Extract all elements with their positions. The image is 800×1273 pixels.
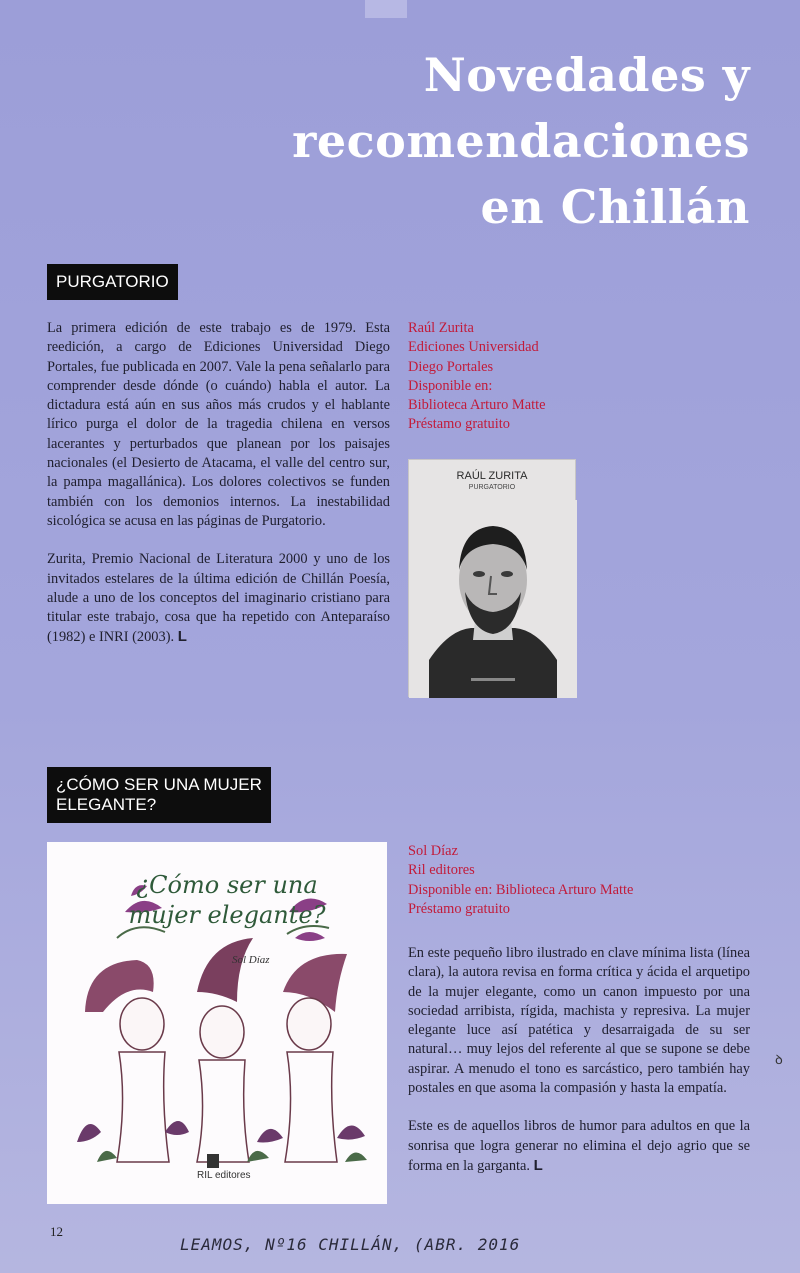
review-paragraph xyxy=(47,550,390,647)
top-tab-decoration xyxy=(365,0,407,18)
credit-line: Diego Portales xyxy=(408,358,494,375)
cover-title: ¿Cómo ser una mujer elegante? xyxy=(128,871,326,929)
credit-line: Raúl Zurita xyxy=(408,320,474,336)
credit-line: Préstamo gratuito xyxy=(408,416,510,433)
review-paragraph: La primera edición de este trabajo es de 1979. Esta reedición, a cargo de Ediciones Universidad Diego Portales, fue publicada en 2007. Vale la pena señalarlo para comprender desde dónde (o cuándo) habla el autor. La dictadura está aún en sus años más crudos y el hablante lírico purga el dolor de la tragedia chilena en versos lacerantes y perturbados que planean por los paisajes nacionales (el Desierto de Atacama, el valle del centro sur, la pampa magallánica). Los dolores colectivos se funden también con los demonios internos. La inestabilidad sicológica se acusa en las páginas de Purgatorio. xyxy=(47,320,390,529)
credit-line: Sol Díaz xyxy=(408,843,458,859)
cover-title: PURGATORIO xyxy=(468,484,516,491)
review-text-purgatorio xyxy=(47,319,390,648)
book-cover-mujer-elegante xyxy=(47,842,387,1204)
review-paragraph xyxy=(408,1117,750,1176)
book-cover-purgatorio xyxy=(408,459,576,697)
section-label-mujer-elegante: ¿CÓMO SER UNA MUJER ELEGANTE? xyxy=(47,767,271,823)
page-title-line2: en Chillán xyxy=(480,180,750,234)
book-credits-mujer-elegante xyxy=(408,842,633,919)
cover-signature: Sol Díaz xyxy=(232,954,270,966)
author-portrait-image xyxy=(409,500,577,698)
page-title-line1: Novedades y recomendaciones xyxy=(292,48,750,168)
review-paragraph: En este pequeño libro ilustrado en clave mínima lista (línea clara), la autora revisa en forma crítica y ácida el arquetipo de la mujer elegante, como un canon impuesto por una sociedad arribista, rígida, machista y represiva. La mujer elegante luce así patética y desarraigada de su ser natural… muy lejos del referente al que se supone se debe aspirar. A menudo el tono es sarcástico, pero también hay postales en que asoma la compasión y hasta la empatía. xyxy=(408,945,750,1097)
credit-line: Ediciones Universidad xyxy=(408,339,539,356)
credit-line: Disponible en: Biblioteca Arturo Matte xyxy=(408,881,634,898)
review-paragraph-text: Este es de aquellos libros de humor para adultos en que la sonrisa que logra generar no elimina el dejo agrio que se forma en la garganta. xyxy=(408,1118,750,1174)
credit-line: Disponible en: xyxy=(408,377,493,394)
review-text-mujer-elegante xyxy=(408,944,750,1176)
margin-mark: ꝺ xyxy=(775,1052,783,1067)
credit-line: Préstamo gratuito xyxy=(408,900,510,917)
page-title xyxy=(30,42,750,240)
page-number: 12 xyxy=(50,1224,63,1239)
end-mark: L xyxy=(177,628,187,646)
cover-publisher: RIL editores xyxy=(197,1170,251,1181)
end-mark: L xyxy=(533,1156,543,1174)
handwritten-note: LEAMOS, Nº16 CHILLÁN, (ABR. 2016 xyxy=(180,1235,521,1254)
book-credits-purgatorio xyxy=(408,319,545,435)
review-paragraph-text: Zurita, Premio Nacional de Literatura 2000 y uno de los invitados estelares de la última edición de Chillán Poesía, alude a uno de los conceptos del imaginario cristiano para titular este trabajo, cosa que ha repetido con Anteparaíso (1982) e INRI (2003). xyxy=(47,551,390,646)
section-label-purgatorio: PURGATORIO xyxy=(47,264,178,300)
credit-line: Ril editores xyxy=(408,862,475,879)
cover-author: RAÚL ZURITA xyxy=(456,470,528,482)
credit-line: Biblioteca Arturo Matte xyxy=(408,397,546,414)
